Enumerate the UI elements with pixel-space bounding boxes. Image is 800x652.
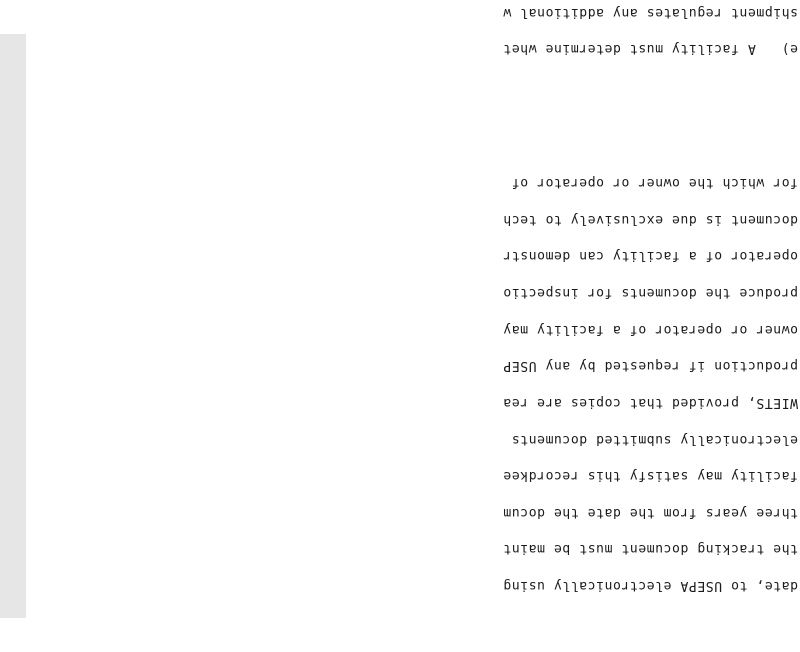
text-line: shipment regulates any additional w: [502, 4, 798, 20]
text-line: operator of a facility can demonstr: [502, 248, 798, 264]
text-line: e) A facility must determine whet: [502, 41, 798, 57]
paragraph-recordkeeping: [138, 152, 798, 616]
rotated-document-text: [138, 4, 798, 652]
text-line: produce the documents for inspectio: [502, 285, 798, 301]
text-line: date, to USEPA electronically using: [502, 577, 798, 593]
text-line: document is due exclusively to tech: [502, 211, 798, 227]
text-line: three years from the date the docum: [502, 504, 798, 520]
text-line: production if requested by any USEP: [502, 358, 798, 374]
text-line: WIETS, provided that copies are rea: [502, 394, 798, 410]
text-line: the tracking document must be maint: [502, 541, 798, 557]
scanner-left-margin: [0, 34, 26, 618]
text-line: electronically submitted documents: [502, 431, 798, 447]
paragraph-e: [138, 0, 798, 79]
text-line: for which the owner or operator of: [502, 175, 798, 191]
text-line: facility may satisfy this recordkee: [502, 468, 798, 484]
text-line: owner or operator of a facility may: [502, 321, 798, 337]
scanned-page: [26, 4, 800, 618]
